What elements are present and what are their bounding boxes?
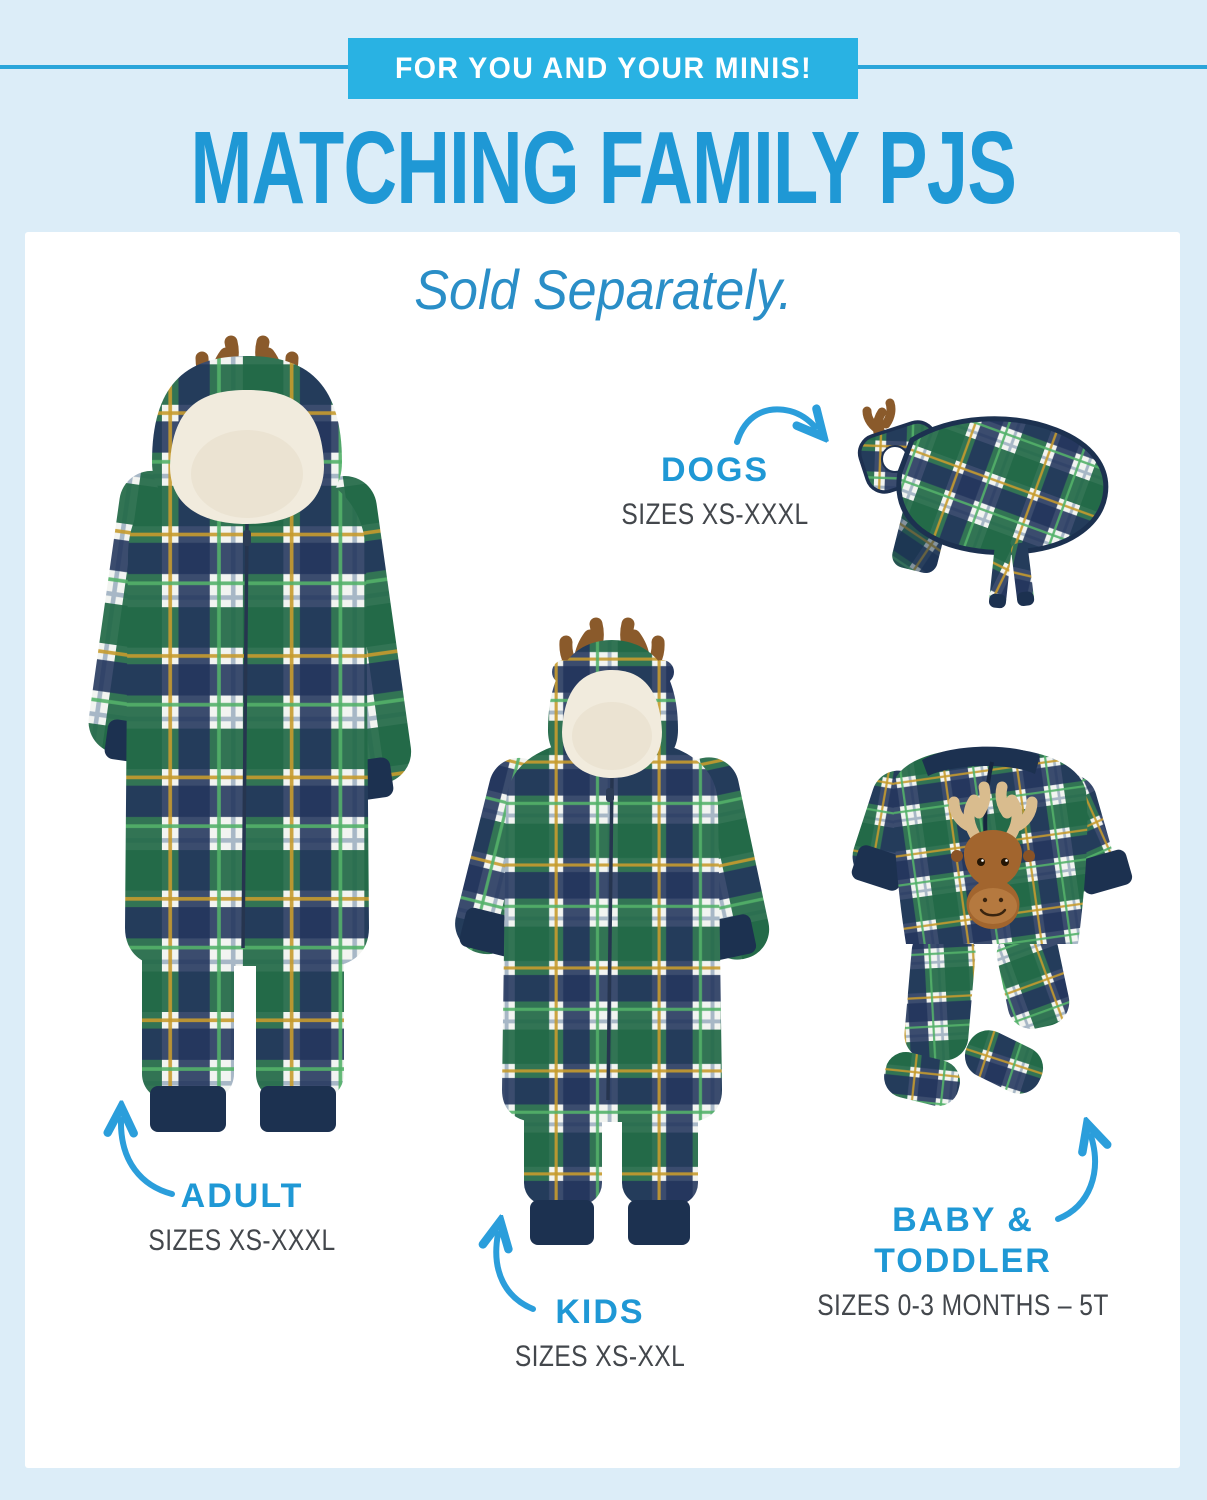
kids-label	[496, 1292, 704, 1373]
kids-sizes: SIZES XS-XXL	[514, 1339, 686, 1373]
baby-category-line1: BABY &	[892, 1201, 1034, 1239]
baby-category-line2: TODDLER	[874, 1241, 1052, 1280]
dogs-category: DOGS	[660, 451, 770, 489]
adult-sizes: SIZES XS-XXXL	[148, 1223, 336, 1257]
adult-label	[128, 1176, 356, 1257]
baby-sizes: SIZES 0-3 MONTHS – 5T	[817, 1288, 1109, 1322]
banner	[348, 38, 858, 99]
dogs-sizes: SIZES XS-XXXL	[621, 497, 809, 531]
baby-toddler-label	[785, 1200, 1141, 1322]
dogs-label	[601, 450, 829, 531]
kids-category: KIDS	[555, 1293, 645, 1331]
page-title: MATCHING FAMILY PJS	[190, 110, 1017, 225]
banner-text: FOR YOU AND YOUR MINIS!	[394, 51, 812, 85]
subtitle: Sold Separately.	[414, 258, 793, 321]
adult-category: ADULT	[180, 1177, 304, 1215]
